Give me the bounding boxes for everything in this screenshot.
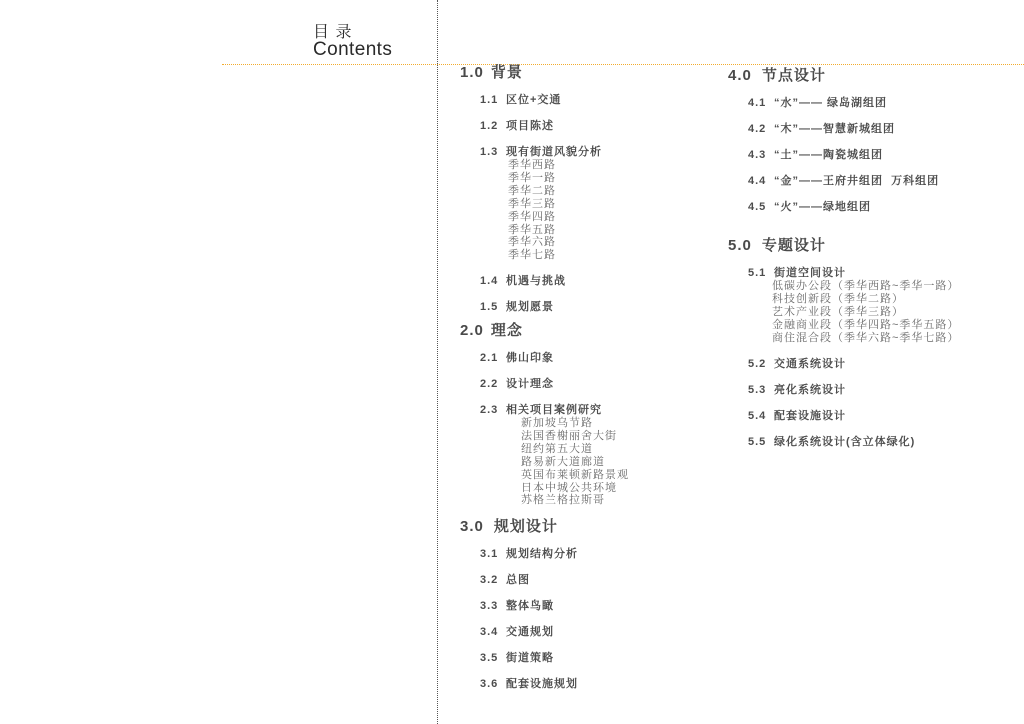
toc-item-label: “木”——智慧新城组团 [774,123,895,135]
toc-item-label: “土”——陶瓷城组团 [774,149,883,161]
section-title: 理念 [490,322,523,339]
toc-section-heading [460,518,578,536]
toc-subitem: 路易新大道廊道 [521,455,605,468]
toc-item-number: 3.3 [480,600,499,612]
toc-item-label: 整体鸟瞰 [506,600,554,612]
toc-item-number: 2.1 [480,352,499,364]
toc-subitem: 季华四路 [508,210,556,223]
toc-item-number: 1.2 [480,120,499,132]
toc-subitem-list [480,159,602,262]
toc-section-heading [460,64,602,82]
toc-subitem: 科技创新段（季华二路） [772,292,904,305]
toc-item-label: 配套设施设计 [774,409,846,422]
toc-item-4-4 [748,175,939,188]
toc-section-heading [728,237,959,255]
toc-item-label: 项目陈述 [506,120,554,132]
toc-subitem: 季华三路 [508,197,556,210]
toc-item-label: “火”——绿地组团 [774,201,871,213]
toc-item-number: 3.2 [480,574,499,586]
toc-item-label: 配套设施规划 [506,678,578,690]
toc-subitem: 英国布莱顿新路景观 [521,468,629,481]
toc-subitem: 纽约第五大道 [521,442,593,455]
toc-item-number: 4.3 [748,149,767,161]
toc-item-label: 规划愿景 [506,301,554,314]
toc-subitem-list [748,280,959,345]
toc-item-number: 1.1 [480,94,499,106]
section-number: 1.0 [460,64,484,81]
toc-item-5-5 [748,436,959,449]
toc-subitem: 低碳办公段（季华西路~季华一路） [772,280,960,292]
toc-item-3-1 [480,548,578,561]
section-number: 4.0 [728,67,752,84]
toc-item-label: 交通规划 [506,626,554,638]
toc-item-4-2 [748,123,939,136]
toc-item-number: 4.4 [748,175,767,187]
section-number: 2.0 [460,322,484,339]
toc-item-label: 机遇与挑战 [506,275,566,288]
toc-item-number: 1.3 [480,146,499,158]
toc-item-2-3 [480,404,629,507]
toc-item-3-4 [480,626,578,639]
toc-section-2 [460,322,629,520]
horizontal-dotted-rule [222,64,1024,65]
toc-item-label: 现有街道风貌分析 [506,146,602,158]
toc-item-label: 区位+交通 [506,94,562,106]
toc-item-1-4 [480,275,602,288]
toc-item-3-6 [480,678,578,691]
toc-item-1-3 [480,146,602,262]
toc-item-number: 4.5 [748,201,767,213]
toc-item-1-1 [480,94,602,107]
toc-item-2-1 [480,352,629,365]
section-title: 节点设计 [761,67,826,84]
toc-item-2-2 [480,378,629,391]
toc-subitem: 苏格兰格拉斯哥 [521,494,605,507]
toc-item-number: 2.3 [480,404,499,416]
toc-item-label: 交通系统设计 [774,357,846,370]
toc-subitem: 季华五路 [508,223,556,236]
toc-subitem-list [480,417,629,507]
toc-item-1-5 [480,301,602,314]
toc-section-4 [728,67,939,227]
page-title-english: Contents [313,39,393,60]
toc-item-label: “水”—— 绿岛湖组团 [774,97,888,109]
toc-item-label: 绿化系统设计(含立体绿化) [774,435,916,448]
toc-subitem: 日本中城公共环境 [521,481,617,494]
toc-item-number: 5.4 [748,409,767,422]
toc-item-4-5 [748,201,939,214]
toc-subitem: 季华七路 [508,249,556,262]
toc-item-5-2 [748,358,959,371]
section-title: 背景 [490,64,523,81]
toc-subitem: 季华一路 [508,171,556,184]
toc-item-number: 3.6 [480,678,499,690]
toc-subitem: 金融商业段（季华四路~季华五路） [772,318,960,331]
toc-item-label: 相关项目案例研究 [506,404,602,416]
toc-item-3-3 [480,600,578,613]
toc-section-heading [728,67,939,85]
toc-item-4-3 [748,149,939,162]
toc-item-5-3 [748,384,959,397]
toc-item-number: 5.2 [748,357,767,370]
toc-item-number: 4.1 [748,97,767,109]
toc-item-label: 规划结构分析 [506,548,578,560]
section-title: 规划设计 [493,518,558,535]
toc-subitem: 季华六路 [508,236,556,249]
toc-section-5 [728,237,959,462]
toc-section-3 [460,518,578,704]
section-number: 5.0 [728,237,752,254]
toc-item-label: 街道空间设计 [774,267,846,279]
toc-item-5-4 [748,410,959,423]
toc-item-number: 1.5 [480,301,499,314]
toc-item-label: 佛山印象 [506,352,554,364]
toc-item-3-2 [480,574,578,587]
toc-item-label: 设计理念 [506,378,554,390]
section-number: 3.0 [460,518,484,535]
section-title: 专题设计 [761,237,826,254]
toc-item-4-1 [748,97,939,110]
toc-subitem: 季华二路 [508,184,556,197]
page-title-chinese: 目 录 [313,24,353,41]
toc-subitem: 新加坡乌节路 [521,417,593,429]
toc-section-1 [460,64,602,327]
toc-item-number: 3.1 [480,548,499,560]
toc-item-label: 街道策略 [506,652,554,664]
toc-subitem: 商住混合段（季华六路~季华七路） [772,331,960,344]
toc-item-3-5 [480,652,578,665]
toc-item-5-1 [748,267,959,345]
toc-subitem: 法国香榭丽舍大街 [521,429,617,442]
toc-item-number: 2.2 [480,378,499,390]
toc-subitem: 艺术产业段（季华三路） [772,305,904,318]
toc-item-number: 5.5 [748,435,767,448]
toc-item-number: 1.4 [480,275,499,288]
toc-subitem: 季华西路 [508,159,556,171]
toc-item-number: 3.4 [480,626,499,638]
toc-item-label: 总图 [506,574,530,586]
toc-item-label: 亮化系统设计 [774,383,846,396]
toc-item-1-2 [480,120,602,133]
toc-item-number: 5.3 [748,383,767,396]
toc-item-label: “金”——王府井组团 万科组团 [774,175,940,187]
toc-item-number: 3.5 [480,652,499,664]
vertical-dotted-divider [437,0,438,724]
toc-item-number: 4.2 [748,123,767,135]
toc-section-heading [460,322,629,340]
toc-item-number: 5.1 [748,267,767,279]
